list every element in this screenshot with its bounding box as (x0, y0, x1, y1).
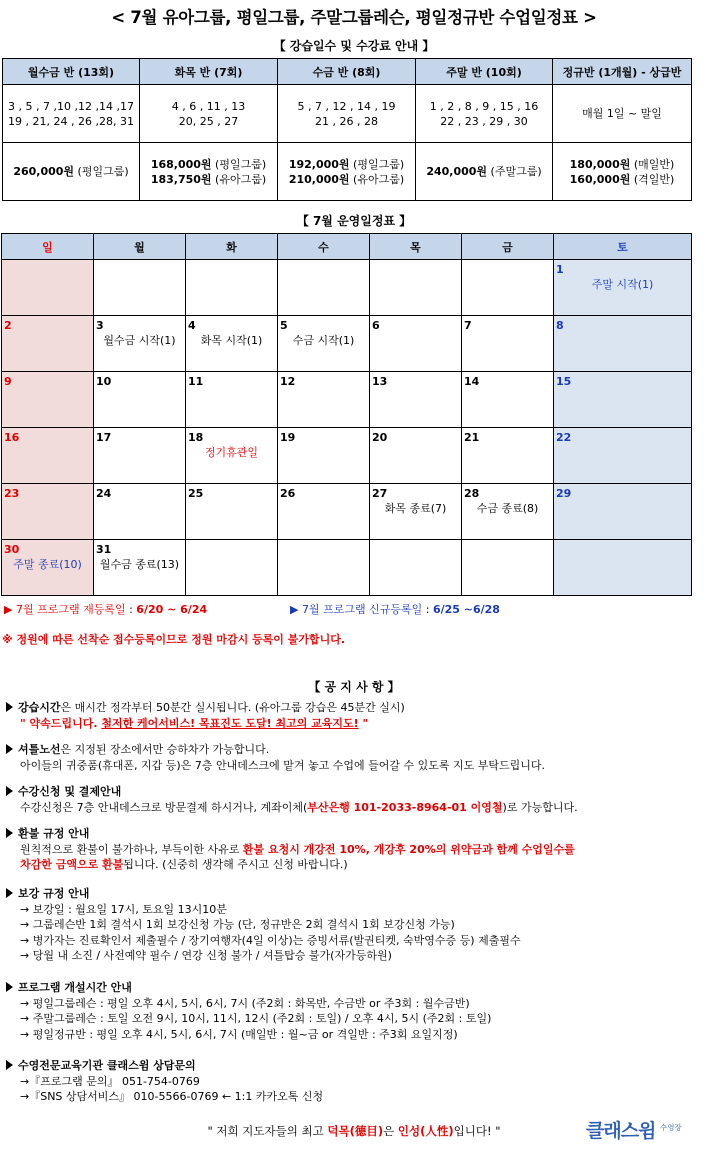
weekday-header: 금 (462, 234, 554, 260)
calendar-day-number: 5 (280, 319, 288, 332)
calendar-event: 주말 종료(10) (13, 558, 82, 571)
triangle-icon (6, 828, 13, 838)
triangle-icon (6, 744, 13, 754)
notice-payment: 수강신청 및 결제안내 수강신청은 7층 안내데스크로 방문결제 하시거나, 계좌이체(부산은행 101-2033-8964-01 이영철)로 가능합니다. (6, 784, 578, 815)
calendar-day-cell (2, 540, 94, 596)
calendar-day-cell (186, 484, 278, 540)
calendar-day-cell (2, 428, 94, 484)
calendar-section-title: 【 7월 운영일정표 】 (296, 214, 412, 228)
triangle-icon: ▶ (290, 603, 299, 616)
calendar-day-number: 30 (4, 543, 20, 556)
calendar-event: 화목 시작(1) (200, 334, 263, 347)
new-registration-note: ▶ 7월 프로그램 신규등록일 : 6/25 ~6/28 (290, 603, 500, 616)
calendar-event: 월수금 종료(13) (99, 558, 180, 571)
fee-header: 월수금 반 (13회) (3, 59, 140, 85)
weekday-header: 월 (94, 234, 186, 260)
calendar-day-cell (370, 372, 462, 428)
fee-days-cell: 매월 1일 ~ 말일 (553, 85, 692, 143)
calendar-day-cell (94, 540, 186, 596)
calendar-day-number: 2 (4, 319, 12, 332)
fee-header: 주말 반 (10회) (416, 59, 553, 85)
triangle-icon (6, 1060, 13, 1070)
calendar-day-number: 7 (464, 319, 472, 332)
weekday-header: 화 (186, 234, 278, 260)
calendar-day-cell (462, 428, 554, 484)
weekday-header: 토 (554, 234, 692, 260)
calendar-day-cell (370, 260, 462, 316)
calendar-day-cell (370, 484, 462, 540)
calendar-day-number: 29 (556, 487, 572, 500)
calendar-day-number: 27 (372, 487, 388, 500)
capacity-warning: ※ 정원에 따른 선착순 접수등록이므로 정원 마감시 등록이 불가합니다. (2, 633, 346, 646)
calendar-day-number: 13 (372, 375, 388, 388)
calendar-day-cell (94, 316, 186, 372)
fee-table (2, 58, 692, 201)
calendar-event: 수금 시작(1) (292, 334, 355, 347)
calendar-event: 정기휴관일 (204, 446, 259, 459)
calendar-day-number: 1 (556, 263, 564, 276)
fee-price-cell: 240,000원 (주말그룹) (416, 143, 553, 201)
calendar-day-cell (370, 428, 462, 484)
calendar-day-cell (462, 484, 554, 540)
calendar-day-cell (462, 260, 554, 316)
calendar-event: 주말 시작(1) (591, 278, 654, 291)
calendar-day-number: 17 (96, 431, 112, 444)
calendar-day-cell (370, 316, 462, 372)
triangle-icon (6, 888, 13, 898)
calendar-day-cell (186, 260, 278, 316)
calendar-week-row (2, 428, 692, 484)
calendar-day-number: 19 (280, 431, 296, 444)
triangle-icon (6, 786, 13, 796)
calendar-day-number: 25 (188, 487, 204, 500)
calendar-day-number: 6 (372, 319, 380, 332)
fee-price-cell: 168,000원 (평일그룹) 183,750원 (유아그룹) (140, 143, 278, 201)
notice-shuttle: 셔틀노선은 지정된 장소에서만 승하차가 가능합니다. 아이들의 귀중품(휴대폰, 지갑 등)은 7층 안내데스크에 맡겨 놓고 수업에 들어갈 수 있도록 지도 부탁드립니다. (6, 742, 545, 773)
fee-days-cell: 1 , 2 , 8 , 9 , 15 , 16 22 , 23 , 29 , 30 (416, 85, 553, 143)
calendar-day-cell (278, 428, 370, 484)
fee-price-cell: 192,000원 (평일그룹) 210,000원 (유아그룹) (278, 143, 416, 201)
fee-price-cell: 180,000원 (매일반) 160,000원 (격일반) (553, 143, 692, 201)
calendar-day-number: 16 (4, 431, 20, 444)
calendar-day-cell (94, 484, 186, 540)
calendar-day-number: 18 (188, 431, 204, 444)
notice-title: 【 공 지 사 항 】 (308, 680, 400, 694)
calendar-day-cell (2, 316, 94, 372)
fee-days-cell: 3 , 5 , 7 ,10 ,12 ,14 ,17 19 , 21, 24 , 26 ,28, 31 (3, 85, 140, 143)
calendar-day-cell (2, 260, 94, 316)
calendar-day-number: 3 (96, 319, 104, 332)
calendar-day-cell (278, 540, 370, 596)
notice-refund: 환불 규정 안내 원칙적으로 환불이 불가하나, 부득이한 사유로 환불 요청시 개강전 10%, 개강후 20%의 위약금과 함께 수업일수를 차감한 금액으로 환불됩니다. (신중히 생각해 주시고 신청 바랍니다.) (6, 826, 575, 873)
calendar-day-number: 23 (4, 487, 20, 500)
calendar-event: 화목 종료(7) (384, 502, 447, 515)
triangle-icon (6, 702, 13, 712)
calendar-day-number: 10 (96, 375, 112, 388)
weekday-header: 목 (370, 234, 462, 260)
footer-quote: " 저희 지도자들의 최고 덕목(德目)은 인성(人性)입니다! " (207, 1124, 501, 1138)
calendar-day-cell (186, 372, 278, 428)
calendar-week-row (2, 372, 692, 428)
fee-header: 화목 반 (7회) (140, 59, 278, 85)
calendar-day-cell (554, 540, 692, 596)
fee-days-cell: 5 , 7 , 12 , 14 , 19 21 , 26 , 28 (278, 85, 416, 143)
calendar-day-number: 14 (464, 375, 480, 388)
calendar-day-number: 24 (96, 487, 112, 500)
calendar-day-number: 11 (188, 375, 204, 388)
calendar-day-cell (554, 484, 692, 540)
calendar-day-number: 8 (556, 319, 564, 332)
calendar-day-cell (554, 316, 692, 372)
weekday-header: 수 (278, 234, 370, 260)
re-registration-note: ▶ 7월 프로그램 재등록일 : 6/20 ~ 6/24 (4, 603, 208, 616)
calendar-day-cell (94, 428, 186, 484)
brand-logo: 클래스윔 수영장 (586, 1120, 682, 1142)
notice-makeup: 보강 규정 안내 → 보강일 : 월요일 17시, 토요일 13시10분 → 그룹레슨반 1회 결석시 1회 보강신청 가능 (단, 정규반은 2회 결석시 1회 보강신청 가능) → 병가자는 진료확인서 제출필수 / 장기여행자(4일 이상)는 증빙서류(발권티켓, 숙박영수증 등) 제출필수 → 당월 내 소진 / 사전예약 필수 / 연강 신청 불가 / 셔틀탑승 불가(자가등하원) (6, 886, 521, 964)
calendar-day-cell (462, 316, 554, 372)
calendar-event: 월수금 시작(1) (103, 334, 176, 347)
calendar-day-cell (554, 428, 692, 484)
calendar-day-cell (554, 372, 692, 428)
page-title: < 7월 유아그룹, 평일그룹, 주말그룹레슨, 평일정규반 수업일정표 > (111, 8, 597, 27)
calendar-week-row (2, 540, 692, 596)
calendar-day-number: 12 (280, 375, 296, 388)
calendar-day-number: 20 (372, 431, 388, 444)
weekday-header: 일 (2, 234, 94, 260)
calendar-day-cell (554, 260, 692, 316)
triangle-icon (6, 982, 13, 992)
calendar-day-number: 26 (280, 487, 296, 500)
calendar-day-cell (462, 372, 554, 428)
calendar-day-number: 9 (4, 375, 12, 388)
calendar-day-number: 15 (556, 375, 572, 388)
calendar-day-number: 28 (464, 487, 480, 500)
calendar-week-row (2, 316, 692, 372)
calendar-day-cell (278, 372, 370, 428)
calendar-day-cell (2, 484, 94, 540)
notice-schedule: 프로그램 개설시간 안내 → 평일그룹레슨 : 평일 오후 4시, 5시, 6시, 7시 (주2회 : 화목반, 수금반 or 주3회 : 월수금반) → 주말그룹레슨 : 토일 오전 9시, 10시, 11시, 12시 (주2회 : 토일) / 오후 4시, 5시 (주2회 : 토일) → 평일정규반 : 평일 오후 4시, 5시, 6시, 7시 (매일반 : 월~금 or 격일반 : 주3회 요일지정) (6, 980, 491, 1042)
fee-header: 수금 반 (8회) (278, 59, 416, 85)
calendar-event: 수금 종료(8) (476, 502, 539, 515)
notice-class-time: 강습시간은 매시간 정각부터 50분간 실시됩니다. (유아그룹 강습은 45분간 실시) " 약속드립니다. 철저한 케어서비스! 목표진도 도달! 최고의 교육지도! " (6, 700, 405, 731)
calendar-week-row (2, 484, 692, 540)
calendar-day-number: 4 (188, 319, 196, 332)
fee-section-title: 【 강습일수 및 수강료 안내 】 (273, 39, 435, 53)
calendar-day-number: 22 (556, 431, 572, 444)
calendar-day-cell (278, 260, 370, 316)
calendar-day-cell (2, 372, 94, 428)
calendar-day-cell (370, 540, 462, 596)
fee-price-cell: 260,000원 (평일그룹) (3, 143, 140, 201)
calendar-day-number: 21 (464, 431, 480, 444)
fee-header: 정규반 (1개월) - 상급반 (553, 59, 692, 85)
calendar-week-row (2, 260, 692, 316)
calendar-day-cell (186, 540, 278, 596)
calendar-day-cell (278, 316, 370, 372)
calendar-day-cell (462, 540, 554, 596)
calendar-day-cell (186, 428, 278, 484)
triangle-icon: ▶ (4, 603, 13, 616)
calendar-table (1, 233, 692, 596)
calendar-day-number: 31 (96, 543, 112, 556)
calendar-day-cell (186, 316, 278, 372)
notice-contact: 수영전문교육기관 클래스윔 상담문의 →『프로그램 문의』 051-754-0769 →『SNS 상담서비스』 010-5566-0769 ← 1:1 카카오톡 신청 (6, 1058, 323, 1105)
calendar-day-cell (94, 260, 186, 316)
fee-days-cell: 4 , 6 , 11 , 13 20, 25 , 27 (140, 85, 278, 143)
calendar-day-cell (94, 372, 186, 428)
calendar-day-cell (278, 484, 370, 540)
